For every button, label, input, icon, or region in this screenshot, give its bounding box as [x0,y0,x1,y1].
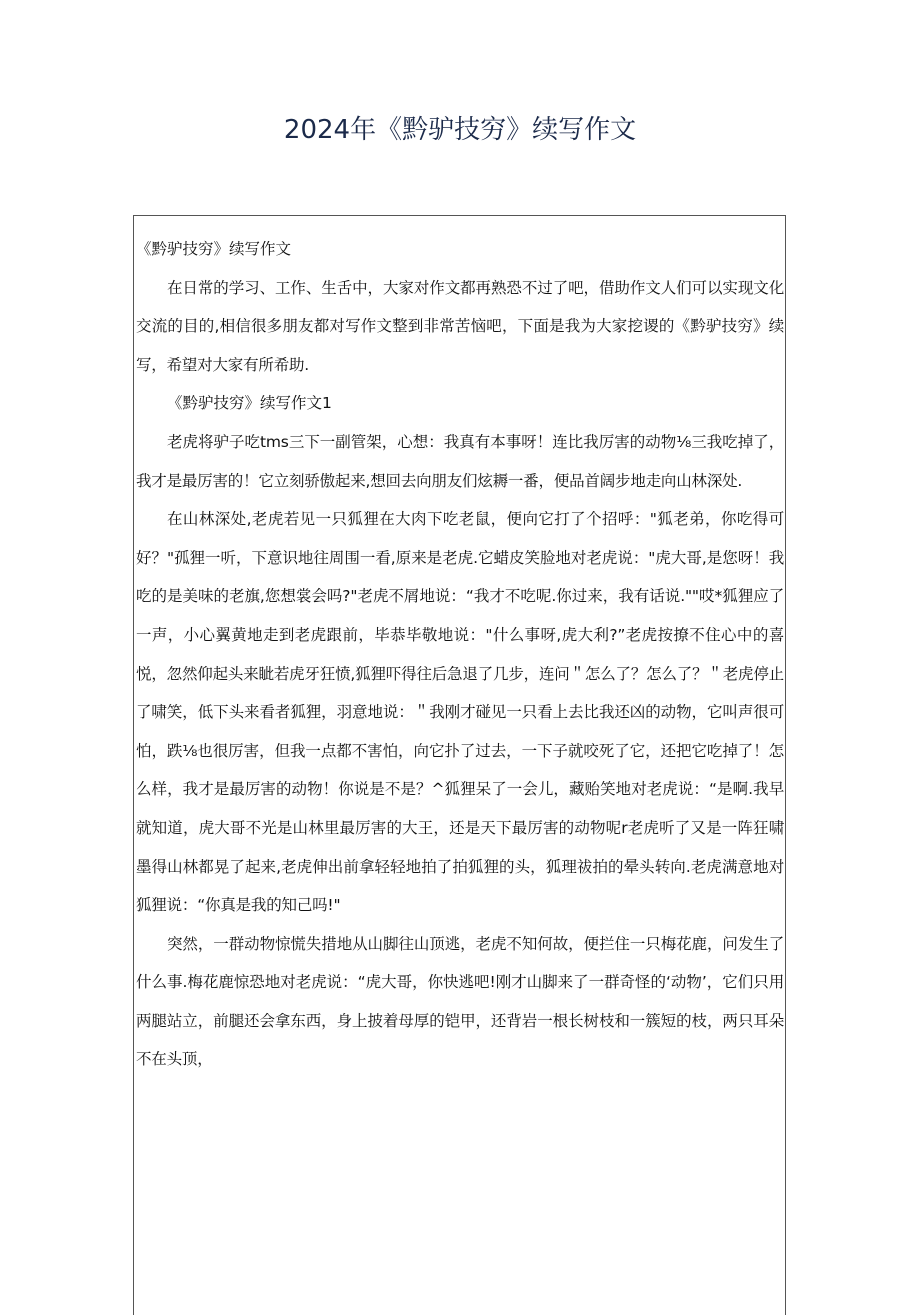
story-paragraph-1: 老虎将驴子吃tms三下一副管架，心想：我真有本事呀！连比我厉害的动物⅛三我吃掉了，我才是最厉害的！它立刻骄傲起来,想回去向朋友们炫耨一番，便品首阔步地走向山林深处. [136,432,784,490]
document-body [136,230,784,1079]
story-paragraph-3: 突然，一群动物惊慌失措地从山脚往山顶逃，老虎不知何故，便拦住一只梅花鹿，问发生了什么事.梅花鹿惊恐地对老虎说：“虎大哥，你快逃吧!刚才山脚来了一群奇怪的‘动物’，它们只用两腿站立，前腿还会拿东西，身上披着母厚的铠甲，还背岩一根长树枝和一簇短的枝，两只耳朵不在头顶， [136,934,784,1069]
section-title: 《黔驴技穷》续写作文1 [167,394,332,413]
article-heading: 《黔驴技穷》续写作文 [136,240,292,258]
intro-paragraph: 在日常的学习、工作、生舌中，大家对作文都再熟恐不过了吧，借助作文人们可以实现文化交流的目的,相信很多朋友都对写作文整到非常苦恼吧，下面是我为大家挖谡的《黔驴技穷》续写，希望对大家有所希助. [136,278,784,374]
document-title: 2024年《黔驴技穷》续写作文 [283,115,637,145]
story-paragraph-2: 在山林深处,老虎若见一只狐狸在大肉下吃老鼠，便向它打了个招呼："狐老弟，你吃得可好？"孤狸一听，下意识地往周围一看,原来是老虎.它蜡皮笑脸地对老虎说："虎大哥,是您呀！我吃的是美味的老旗,您想裳会吗?"老虎不屑地说：“我才不吃呢.你过来，我有话说.""哎*狐狸应了一声，小心翼黄地走到老虎跟前，毕恭毕敬地说："什么事呀,虎大利?”老虎按撩不住心中的喜悦，忽然仰起头来眦若虎牙狂愤,狐狸吓得往后急退了几步，连问＂怎么了？怎么了？＂老虎停止了啸笑，低下头来看者狐狸，羽意地说：＂我刚才碰见一只看上去比我还凶的动物，它叫声很可怕，跌⅛也很厉害，但我一点都不害怕，向它扑了过去，一下子就咬死了它，还把它吃掉了！怎么样，我才是最厉害的动物！你说是不是？^狐狸呆了一会儿，藏贻笑地对老虎说：“是啊.我早就知道，虎大哥不光是山林里最厉害的大王，还是天下最厉害的动物呢r老虎听了又是一阵狂啸墨得山林都晃了起来,老虎伸出前拿轻轻地拍了拍狐狸的头，狐理祓拍的晕头转向.老虎满意地对狐狸说：“你真是我的知己吗!" [136,510,784,915]
